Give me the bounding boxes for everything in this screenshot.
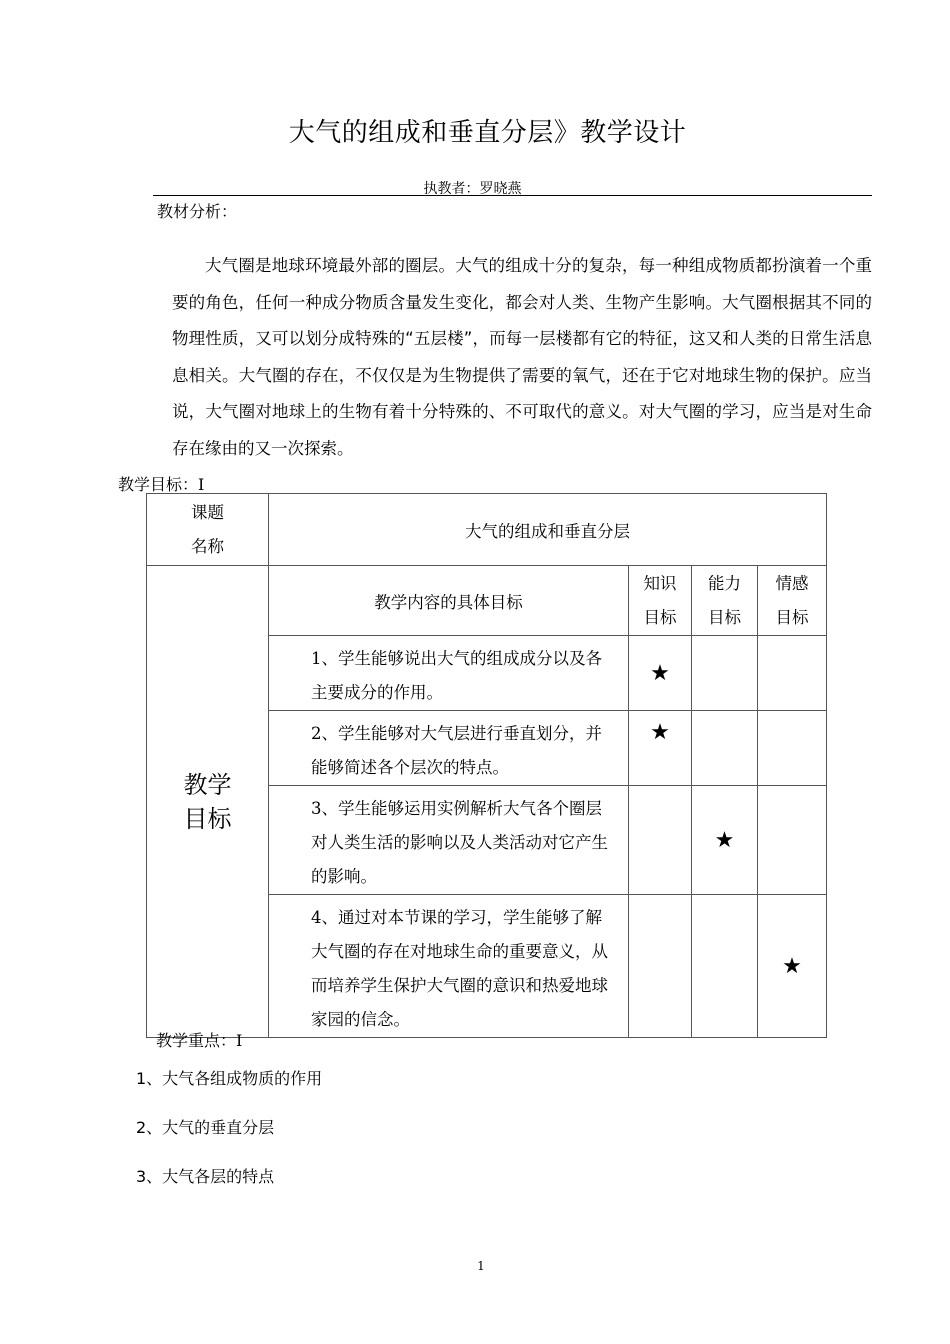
content-header-cell: 教学内容的具体目标: [269, 566, 629, 636]
ability-star-cell: ★: [692, 786, 758, 895]
emotion-star-cell: [758, 786, 827, 895]
section-label-line-2: 目标: [183, 804, 232, 833]
analysis-heading: 教材分析：: [157, 202, 238, 221]
topic-row: [147, 494, 827, 566]
section-label-cell: [147, 566, 269, 1038]
page-number: 1: [477, 1259, 485, 1273]
topic-label-line-2: 名称: [191, 536, 224, 556]
ability-star-cell: [692, 711, 758, 786]
goal-text-cell: 3、学生能够运用实例解析大气各个圈层对人类生活的影响以及人类活动对它产生的影响。: [269, 786, 629, 895]
goal-text-cell: 2、学生能够对大气层进行垂直划分，并能够简述各个层次的特点。: [269, 711, 629, 786]
title-underline: [153, 195, 872, 196]
knowledge-header-cell: [629, 566, 692, 636]
document-title: 大气的组成和垂直分层》教学设计: [288, 118, 687, 148]
goals-table: [146, 493, 827, 1038]
key-point-item: 1、大气各组成物质的作用: [136, 1069, 323, 1088]
knowledge-header-line-1: 知识: [643, 573, 677, 593]
key-point-item: 2、大气的垂直分层: [136, 1118, 275, 1137]
topic-label-line-1: 课题: [191, 502, 224, 522]
goal-text-cell: 4、通过对本节课的学习，学生能够了解大气圈的存在对地球生命的重要意义，从而培养学生保护大气圈的意识和热爱地球家园的信念。: [269, 895, 629, 1038]
knowledge-header-line-2: 目标: [643, 607, 677, 627]
emotion-star-cell: [758, 636, 827, 711]
header-row: [147, 566, 827, 636]
ability-header-line-1: 能力: [708, 573, 741, 593]
ability-star-cell: [692, 895, 758, 1038]
emotion-header-cell: [758, 566, 827, 636]
knowledge-star-cell: [629, 895, 692, 1038]
emotion-header-line-1: 情感: [775, 573, 809, 593]
section-label-line-1: 教学: [183, 770, 232, 799]
ability-header-cell: [692, 566, 758, 636]
ability-star-cell: [692, 636, 758, 711]
goals-heading: 教学目标：I: [118, 475, 205, 494]
topic-label-cell: [147, 494, 269, 566]
key-point-item: 3、大气各层的特点: [136, 1167, 275, 1186]
knowledge-star-cell: ★: [629, 636, 692, 711]
knowledge-star-cell: [629, 786, 692, 895]
emotion-star-cell: ★: [758, 895, 827, 1038]
knowledge-star-cell: ★: [629, 711, 692, 786]
key-points-heading: 教学重点：I: [156, 1031, 243, 1050]
emotion-star-cell: [758, 711, 827, 786]
emotion-header-line-2: 目标: [775, 607, 809, 627]
goal-text-cell: 1、学生能够说出大气的组成成分以及各主要成分的作用。: [269, 636, 629, 711]
ability-header-line-2: 目标: [708, 607, 741, 627]
analysis-paragraph: 大气圈是地球环境最外部的圈层。大气的组成十分的复杂，每一种组成物质都扮演着一个重要的角色，任何一种成分物质含量发生变化，都会对人类、生物产生影响。大气圈根据其不同的物理性质，又可以划分成特殊的“五层楼”，而每一层楼都有它的特征，这又和人类的日常生活息息相关。大气圈的存在，不仅仅是为生物提供了需要的氧气，还在于它对地球生物的保护。应当说，大气圈对地球上的生物有着十分特殊的、不可取代的意义。对大气圈的学习，应当是对生命存在缘由的又一次探索。: [172, 256, 872, 458]
author-line: 执教者：罗晓燕: [423, 181, 522, 197]
topic-value-cell: 大气的组成和垂直分层: [269, 494, 827, 566]
